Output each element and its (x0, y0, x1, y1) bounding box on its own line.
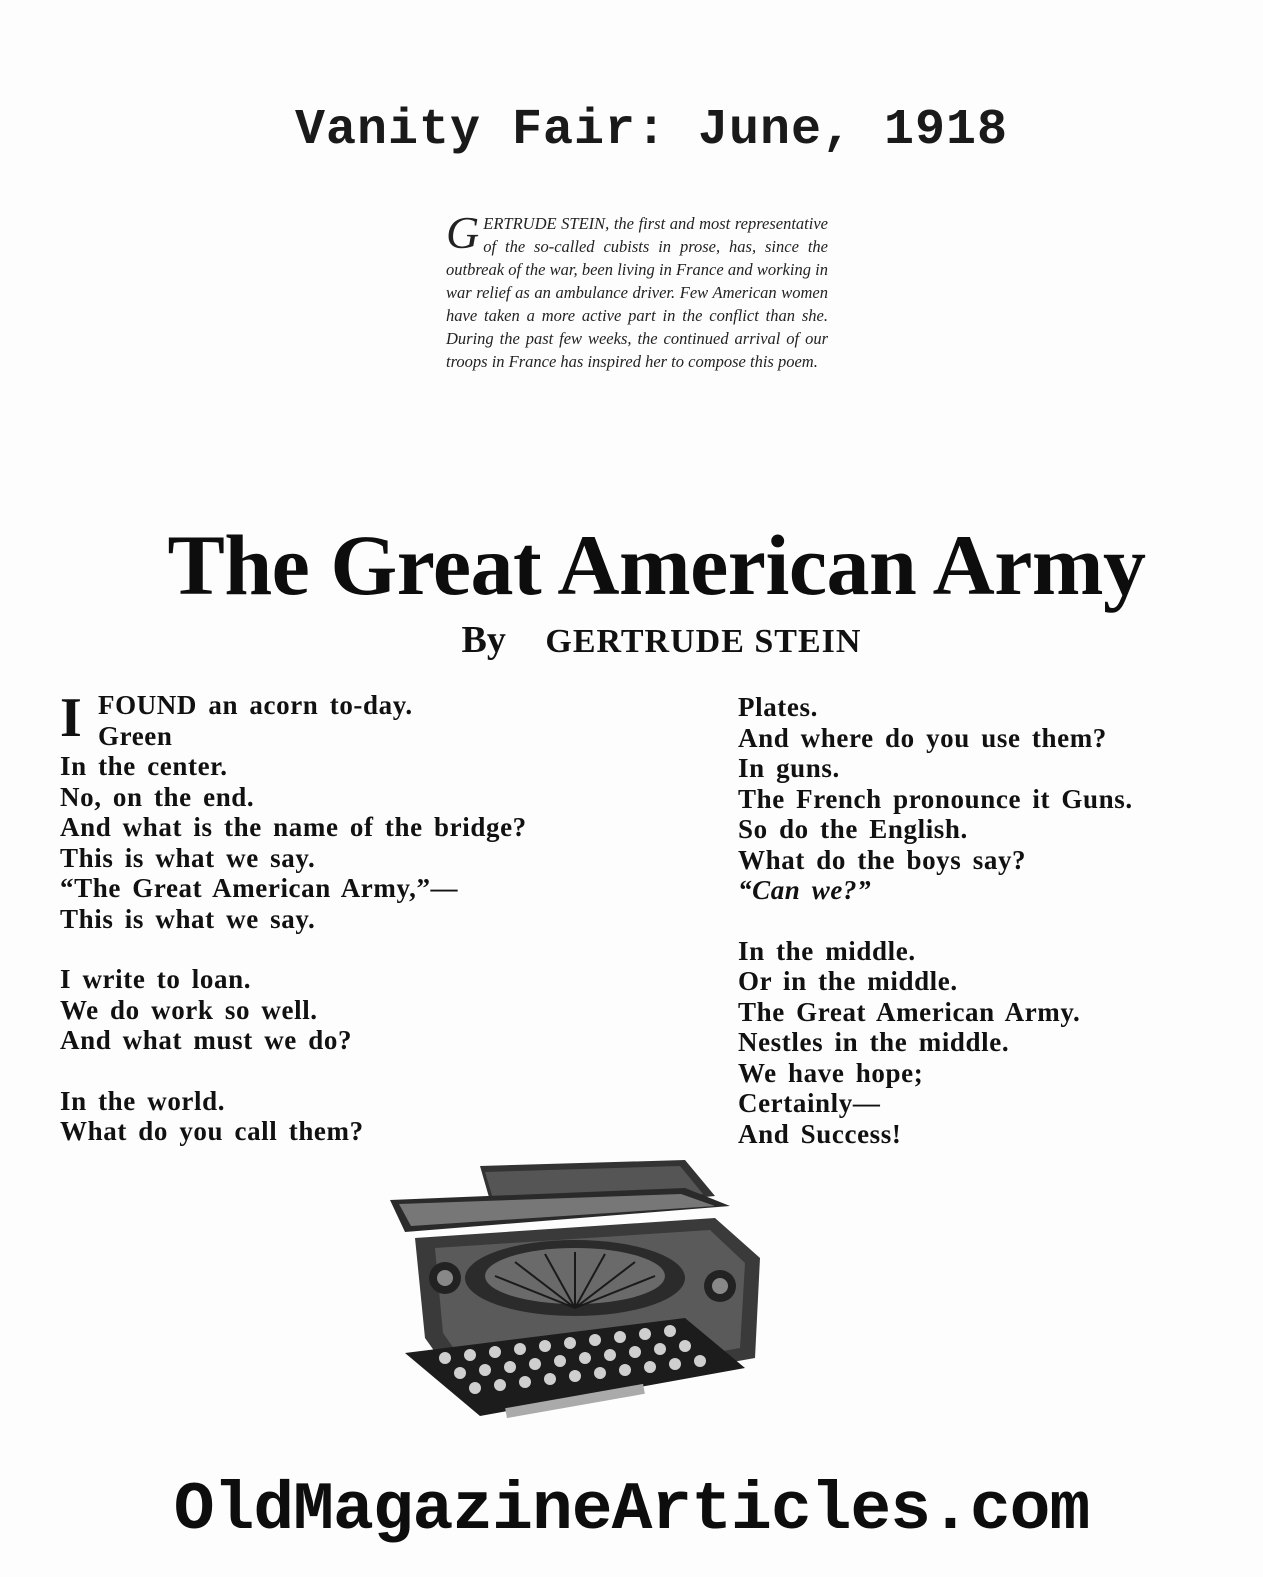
article-title (0, 515, 1263, 615)
poem-line: In the world. (60, 1085, 226, 1116)
intro-dropcap: G (446, 207, 480, 258)
poem-line: “Can we?” (738, 875, 872, 905)
poem-right-column (738, 692, 1238, 1149)
poem-line: In the center. (60, 751, 228, 781)
poem-opening (60, 687, 660, 751)
poem-line: In guns. (738, 753, 840, 783)
poem-line: “The Great American Army,”— (60, 873, 459, 903)
poem-line: Green (98, 720, 173, 751)
page-header (0, 102, 1263, 159)
stanza-break (60, 1056, 660, 1086)
poem-line: And Success! (738, 1118, 902, 1149)
poem-line: I write to loan. (60, 964, 252, 994)
poem-line: In the middle. (738, 935, 916, 966)
poem-left-column (60, 687, 660, 1147)
byline (0, 618, 1263, 662)
poem-line: Certainly— (738, 1088, 881, 1118)
typewriter-illustration-icon (385, 1158, 765, 1420)
poem-line: And what must we do? (60, 1025, 353, 1055)
poem-line: Plates. (738, 692, 818, 722)
article-title-text: The Great American Army (167, 517, 1146, 613)
poem-line: What do you call them? (60, 1116, 364, 1146)
poem-line: The Great American Army. (738, 996, 1081, 1027)
poem-line: We have hope; (738, 1057, 924, 1088)
intro-paragraph (446, 207, 828, 373)
poem-line: So do the English. (738, 814, 968, 844)
poem-line: FOUND an acorn to-day. (98, 690, 413, 720)
poem-initial: I (60, 687, 83, 749)
poem-line: This is what we say. (60, 842, 316, 873)
poem-line: The French pronounce it Guns. (738, 783, 1133, 814)
poem-line: This is what we say. (60, 903, 316, 934)
poem-line: And what is the name of the bridge? (60, 812, 527, 842)
byline-author: GERTRUDE STEIN (545, 623, 862, 660)
poem-line: What do the boys say? (738, 844, 1027, 875)
poem-line: Or in the middle. (738, 966, 958, 996)
stanza-break (738, 906, 1238, 936)
poem-line: We do work so well. (60, 994, 318, 1025)
header-title: Vanity Fair: June, 1918 (294, 102, 1009, 159)
site-footer: OldMagazineArticles.com (173, 1472, 1090, 1549)
intro-text: ERTRUDE STEIN, the first and most representative of the so-called cubists in prose, has, since the outbreak of the war, been living in France and working in war relief as an ambulance driver. Few American women have taken a more active part in the conflict than she. During the past few weeks, the continued arrival of our troops in France has inspired her to compose this poem. (446, 214, 828, 371)
poem-line: And where do you use them? (738, 722, 1107, 753)
byline-prefix: By (461, 619, 506, 661)
poem-line: Nestles in the middle. (738, 1027, 1010, 1057)
stanza-break (60, 934, 660, 964)
poem-line: No, on the end. (60, 781, 255, 812)
